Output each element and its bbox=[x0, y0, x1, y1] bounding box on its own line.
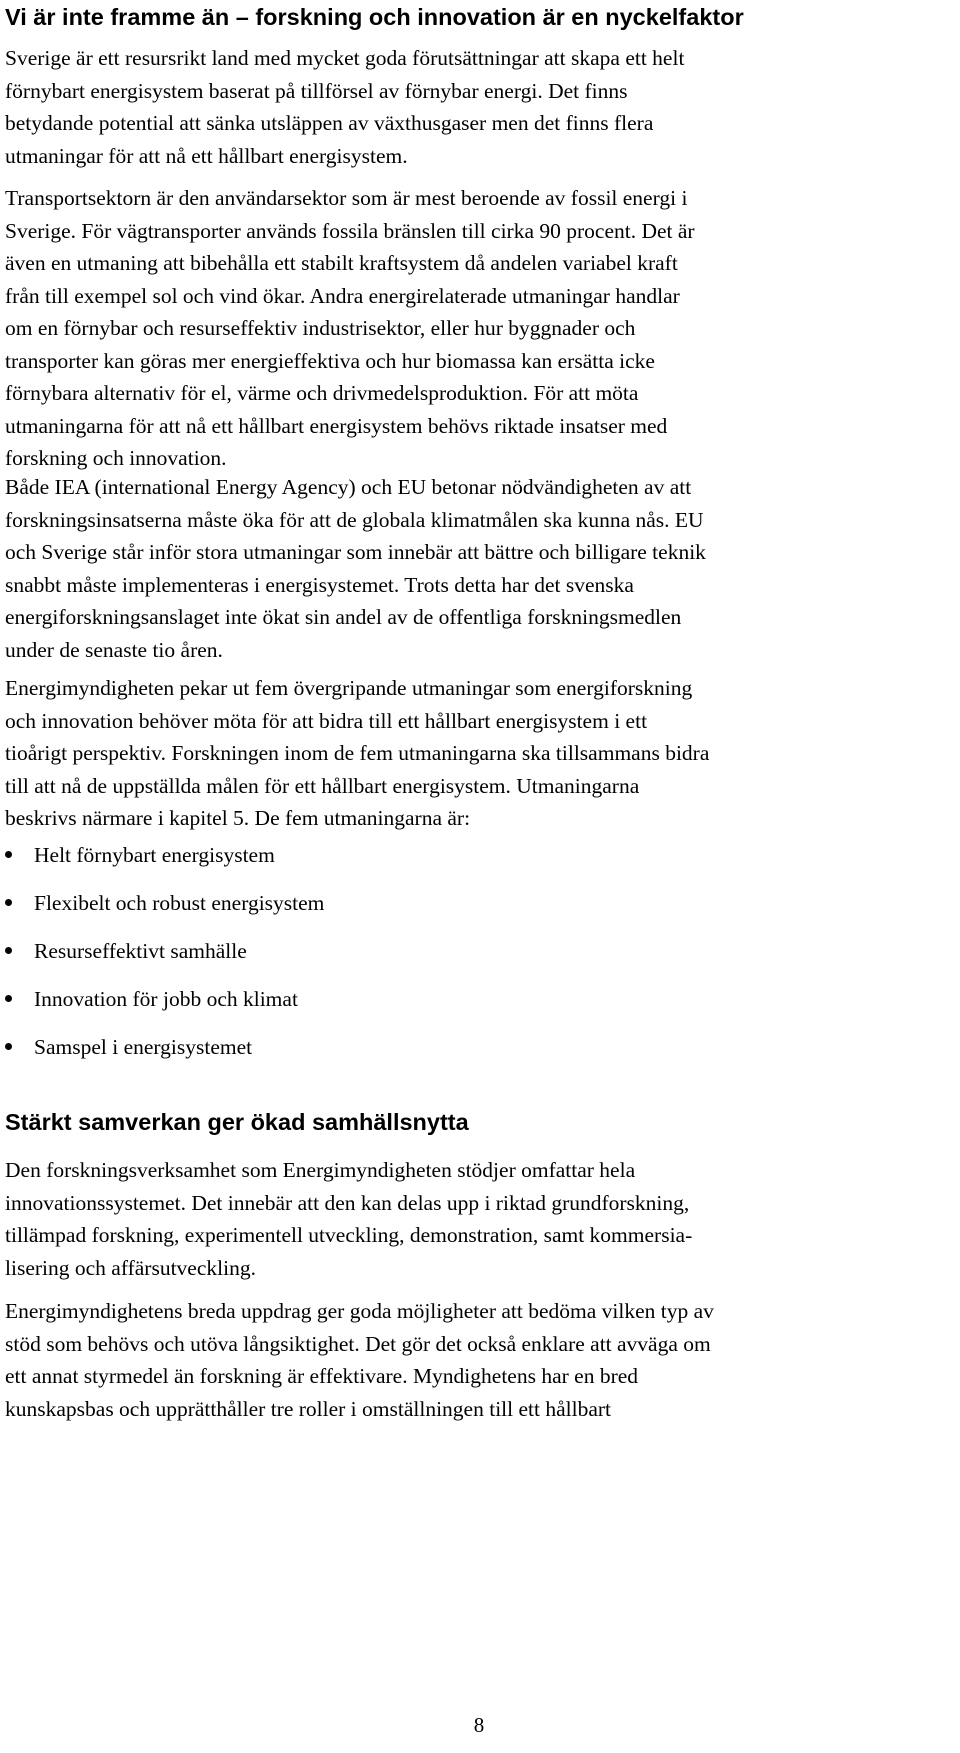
text-line: snabbt måste implementeras i energisystemet. Trots detta har det svenska bbox=[5, 572, 634, 597]
text-line: beskrivs närmare i kapitel 5. De fem utmaningarna är: bbox=[5, 806, 471, 830]
text-line: transporter kan göras mer energieffektiva och hur biomassa kan ersätta icke bbox=[5, 348, 655, 373]
paragraph-innovation-system bbox=[5, 1154, 953, 1284]
text-line: Sverige är ett resursrikt land med mycket goda förutsättningar att skapa ett helt bbox=[5, 46, 685, 70]
text-line: kunskapsbas och upprätthåller tre roller i omställningen till ett hållbart bbox=[5, 1396, 612, 1421]
paragraph-iea-eu bbox=[5, 471, 953, 666]
text-line: tioårigt perspektiv. Forskningen inom de fem utmaningarna ska tillsammans bidra bbox=[5, 741, 710, 765]
text-line: stöd som behövs och utöva långsiktighet. Det gör det också enklare att avväga om bbox=[5, 1331, 711, 1356]
text-line: innovationssystemet. Det innebär att den kan delas upp i riktad grundforskning, bbox=[5, 1190, 690, 1215]
list-item-label: Resurseffektivt samhälle bbox=[34, 939, 247, 963]
text-line: ett annat styrmedel än forskning är effektivare. Myndighetens har en bred bbox=[5, 1364, 639, 1388]
text-line: tillämpad forskning, experimentell utveckling, demonstration, samt kommersia- bbox=[5, 1223, 693, 1247]
text-line: Energimyndighetens breda uppdrag ger goda möjligheter att bedöma vilken typ av bbox=[5, 1299, 714, 1323]
text-line: forskningsinsatserna måste öka för att de globala klimatmålen ska kunna nås. EU bbox=[5, 507, 704, 532]
list-item-label: Flexibelt och robust energisystem bbox=[34, 891, 325, 915]
text-line: Energimyndigheten pekar ut fem övergripande utmaningar som energiforskning bbox=[5, 676, 693, 700]
text-line: även en utmaning att bibehålla ett stabilt kraftsystem då andelen variabel kraft bbox=[5, 251, 678, 275]
page-number: 8 bbox=[473, 1713, 485, 1737]
list-item-label: Helt förnybart energisystem bbox=[34, 843, 275, 867]
text-line: Både IEA (international Energy Agency) och EU betonar nödvändigheten av att bbox=[5, 475, 692, 499]
text-line: från till exempel sol och vind ökar. Andra energirelaterade utmaningar handlar bbox=[5, 283, 680, 308]
paragraph-five-challenges bbox=[5, 672, 953, 835]
bullet-icon bbox=[5, 995, 12, 1002]
text-line: till att nå de uppställda målen för ett hållbart energisystem. Utmaningarna bbox=[5, 773, 640, 798]
text-line: om en förnybar och resurseffektiv industrisektor, eller hur byggnader och bbox=[5, 316, 636, 340]
text-line: energiforskningsanslaget inte ökat sin andel av de offentliga forskningsmedlen bbox=[5, 605, 682, 629]
bullet-icon bbox=[5, 899, 12, 906]
text-line: och innovation behöver möta för att bidra till ett hållbart energisystem i ett bbox=[5, 708, 648, 733]
bullet-icon bbox=[5, 851, 12, 858]
text-line: betydande potential att sänka utsläppen av växthusgaser men det finns flera bbox=[5, 111, 654, 135]
bullet-icon bbox=[5, 1043, 12, 1050]
text-line: Transportsektorn är den användarsektor som är mest beroende av fossil energi i bbox=[5, 186, 688, 210]
text-line: utmaningarna för att nå ett hållbart energisystem behövs riktade insatser med bbox=[5, 413, 668, 438]
text-line: och Sverige står inför stora utmaningar som innebär att bättre och billigare teknik bbox=[5, 540, 706, 564]
text-line: under de senaste tio åren. bbox=[5, 637, 223, 662]
text-line: förnybart energisystem baserat på tillförsel av förnybar energi. Det finns bbox=[5, 78, 628, 103]
text-line: forskning och innovation. bbox=[5, 446, 227, 470]
bullet-icon bbox=[5, 947, 12, 954]
text-line: förnybara alternativ för el, värme och drivmedelsproduktion. För att möta bbox=[5, 381, 639, 405]
section-heading-research: Vi är inte framme än – forskning och innovation är en nyckelfaktor bbox=[5, 4, 744, 30]
list-item-label: Innovation för jobb och klimat bbox=[34, 987, 298, 1011]
text-line: Sverige. För vägtransporter används fossila bränslen till cirka 90 procent. Det är bbox=[5, 218, 695, 243]
list-item-label: Samspel i energisystemet bbox=[34, 1035, 253, 1059]
section-heading-collaboration: Stärkt samverkan ger ökad samhällsnytta bbox=[5, 1109, 469, 1135]
text-line: lisering och affärsutveckling. bbox=[5, 1255, 256, 1280]
text-line: Den forskningsverksamhet som Energimyndigheten stödjer omfattar hela bbox=[5, 1158, 636, 1182]
text-line: utmaningar för att nå ett hållbart energisystem. bbox=[5, 143, 408, 168]
paragraph-transport bbox=[5, 182, 953, 475]
paragraph-broad-mandate bbox=[5, 1295, 953, 1425]
paragraph-intro bbox=[5, 42, 953, 172]
